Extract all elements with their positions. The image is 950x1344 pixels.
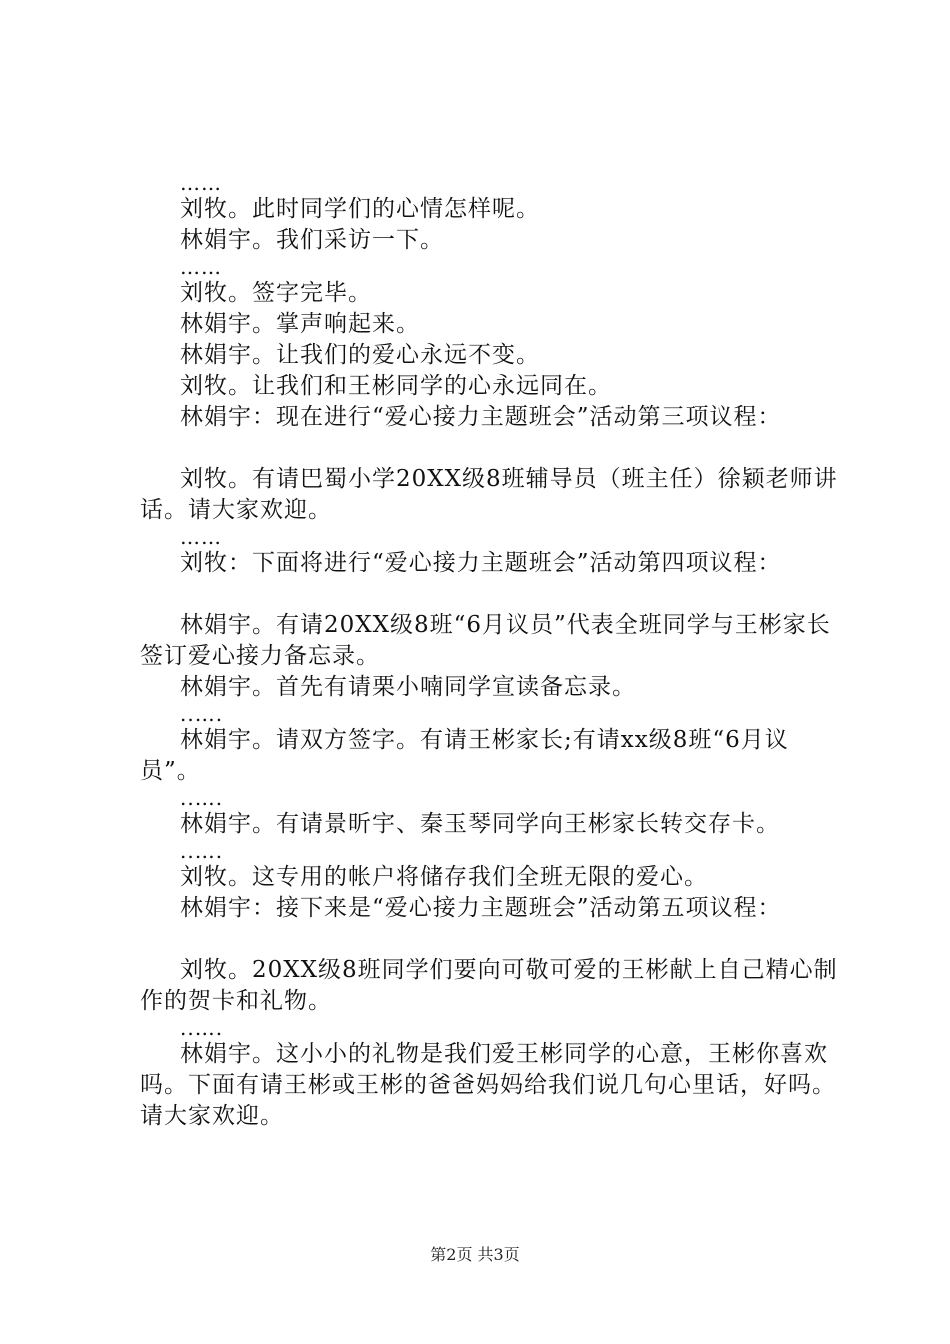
dialogue-line: 刘牧。此时同学们的心情怎样呢。 bbox=[180, 196, 540, 222]
agenda-heading: 林娟宇：现在进行“爱心接力主题班会”活动第三项议程： bbox=[180, 404, 782, 430]
dialogue-line: 刘牧。20XX级8班同学们要向可敬可爱的王彬献上自己精心制作的贺卡和礼物。 bbox=[140, 957, 838, 1014]
dialogue-line: 林娟宇。我们采访一下。 bbox=[180, 227, 444, 253]
dialogue-line: 林娟宇。掌声响起来。 bbox=[180, 311, 420, 337]
agenda-heading: 林娟宇：接下来是“爱心接力主题班会”活动第五项议程： bbox=[180, 895, 782, 921]
dialogue-line: 林娟宇。让我们的爱心永远不变。 bbox=[180, 342, 540, 368]
dialogue-line: 林娟宇。首先有请栗小喃同学宣读备忘录。 bbox=[180, 674, 636, 700]
ellipsis-line: …… bbox=[180, 255, 222, 279]
document-body bbox=[140, 172, 840, 1132]
dialogue-line: 刘牧。这专用的帐户将储存我们全班无限的爱心。 bbox=[180, 864, 708, 890]
ellipsis-line: ..…. bbox=[180, 1016, 224, 1040]
ellipsis-line: …… bbox=[180, 525, 222, 549]
page-footer: 第2页 共3页 bbox=[430, 1245, 520, 1264]
dialogue-line: 刘牧。签字完毕。 bbox=[180, 280, 372, 306]
ellipsis-line: ..…. bbox=[180, 839, 224, 863]
dialogue-line: 刘牧。让我们和王彬同学的心永远同在。 bbox=[180, 373, 612, 399]
dialogue-line: 林娟宇。请双方签字。有请王彬家长;有请xx级8班“6月议员”。 bbox=[140, 727, 789, 784]
dialogue-line: 林娟宇。有请景昕宇、秦玉琴同学向王彬家长转交存卡。 bbox=[180, 811, 780, 837]
ellipsis-line: ..…. bbox=[180, 702, 224, 726]
dialogue-line: 刘牧。有请巴蜀小学20XX级8班辅导员（班主任）徐颖老师讲话。请大家欢迎。 bbox=[140, 466, 838, 523]
ellipsis-line: …… bbox=[180, 171, 222, 195]
agenda-heading: 刘牧：下面将进行“爱心接力主题班会”活动第四项议程： bbox=[180, 550, 782, 576]
ellipsis-line: ..…. bbox=[180, 786, 224, 810]
dialogue-line: 林娟宇。这小小的礼物是我们爱王彬同学的心意，王彬你喜欢吗。下面有请王彬或王彬的爸爸妈妈给我们说几句心里话，好吗。请大家欢迎。 bbox=[140, 1041, 836, 1129]
dialogue-line: 林娟宇。有请20XX级8班“6月议员”代表全班同学与王彬家长签订爱心接力备忘录。 bbox=[140, 612, 831, 669]
